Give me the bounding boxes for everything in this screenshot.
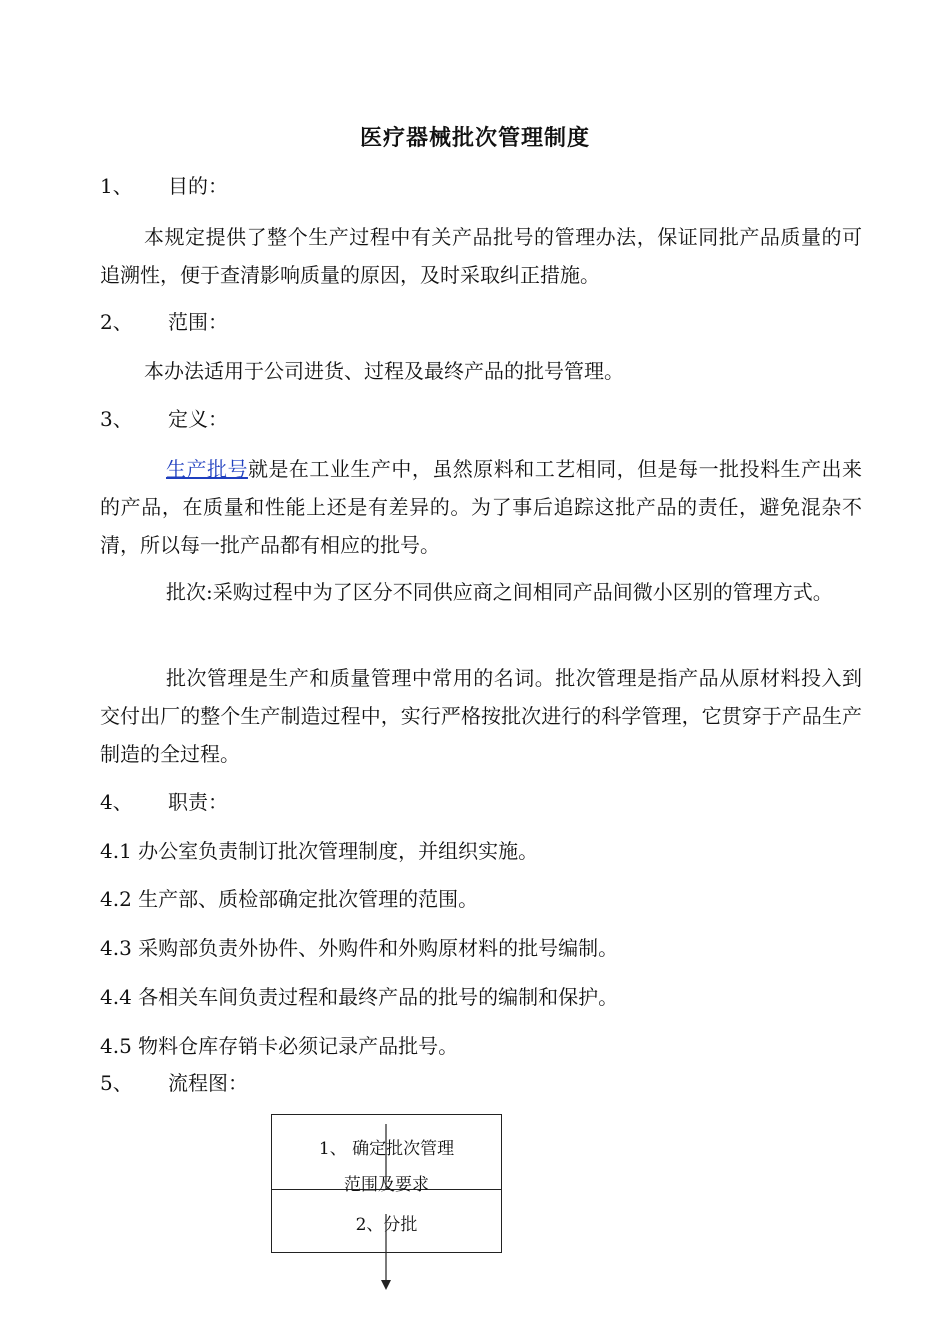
arrow-down-icon (381, 1280, 391, 1290)
flow-step-1-text: 1、 确定批次管理 (318, 1139, 455, 1159)
section-label: 流程图： (168, 1071, 248, 1095)
document-title: 医疗器械批次管理制度 (359, 125, 590, 151)
flow-arrow (271, 1114, 502, 1294)
section-number: 5、 (100, 1071, 133, 1095)
flow-step-2-text: 2、分批 (355, 1215, 418, 1235)
section-number: 1、 (100, 174, 133, 198)
definition-text: 就是在工业生产中，虽然原料和工艺相同，但是每一批投料生产出来的产品，在质量和性能上还是有差异的。为了事后追踪这批产品的责任，避免混杂不清，所以每一批产品都有相应的批号。 (100, 457, 863, 557)
batch-definition-paragraph: 批次:采购过程中为了区分不同供应商之间相同产品间微小区别的管理方式。 (166, 580, 833, 604)
section-4-heading (100, 790, 228, 814)
scope-paragraph: 本办法适用于公司进货、过程及最终产品的批号管理。 (144, 359, 624, 383)
section-3-heading (100, 407, 228, 431)
duty-item: 4.4 各相关车间负责过程和最终产品的批号的编制和保护。 (100, 985, 619, 1009)
section-label: 目的： (168, 174, 228, 198)
section-number: 4、 (100, 790, 133, 814)
batch-number-link[interactable]: 生产批号 (166, 457, 248, 481)
batch-management-paragraph: 批次管理是生产和质量管理中常用的名词。批次管理是指产品从原材料投入到交付出厂的整个生产制造过程中，实行严格按批次进行的科学管理，它贯穿于产品生产制造的全过程。 (100, 666, 862, 766)
section-label: 定义： (168, 407, 228, 431)
duty-item: 4.1 办公室负责制订批次管理制度，并组织实施。 (100, 839, 539, 863)
section-label: 范围： (168, 310, 228, 334)
section-number: 2、 (100, 310, 133, 334)
section-5-heading (100, 1071, 248, 1095)
section-label: 职责： (168, 790, 228, 814)
flowchart (271, 1114, 502, 1252)
section-2-heading (100, 310, 228, 334)
duty-item: 4.5 物料仓库存销卡必须记录产品批号。 (100, 1034, 459, 1058)
section-1-heading (100, 174, 228, 198)
purpose-paragraph: 本规定提供了整个生产过程中有关产品批号的管理办法，保证同批产品质量的可追溯性，便于查清影响质量的原因，及时采取纠正措施。 (100, 225, 862, 287)
definition-paragraph (100, 450, 862, 564)
duty-item: 4.3 采购部负责外协件、外购件和外购原材料的批号编制。 (100, 936, 619, 960)
flow-step-1-text-2: 范围及要求 (344, 1175, 429, 1195)
duty-item: 4.2 生产部、质检部确定批次管理的范围。 (100, 887, 479, 911)
section-number: 3、 (100, 407, 133, 431)
